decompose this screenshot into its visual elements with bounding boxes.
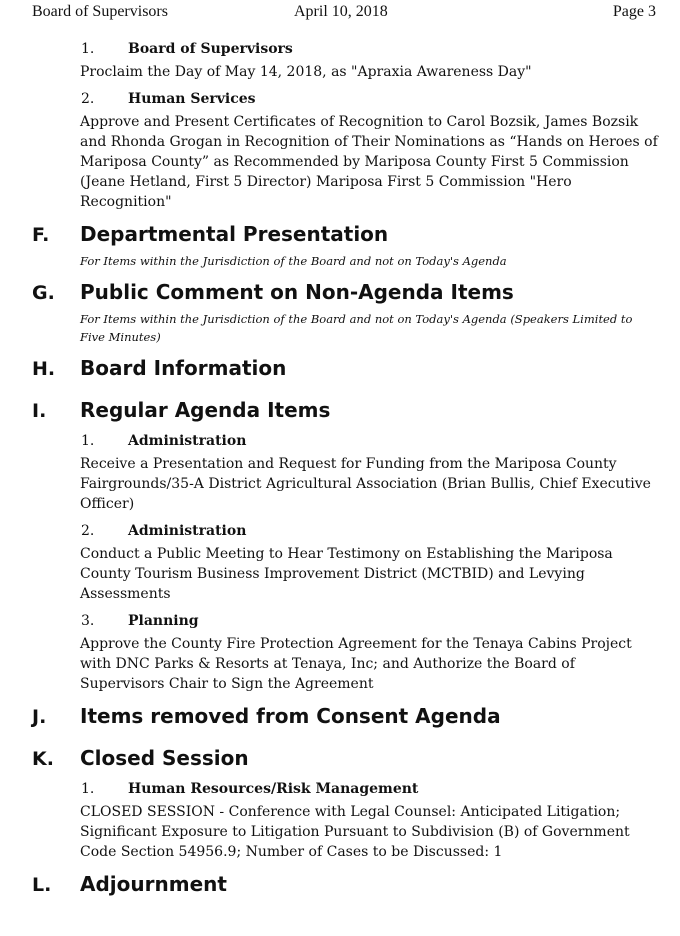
section-heading-l: [0, 870, 680, 904]
section-letter: L.: [32, 874, 52, 896]
agenda-item-heading: [0, 778, 680, 800]
section-heading-f: [0, 220, 680, 254]
item-description: Approve the County Fire Protection Agreement for the Tenaya Cabins Project with DNC Parks & Resorts at Tenaya, Inc; and Authorize the Board of Supervisors Chair to Sign the Agreement: [80, 636, 632, 692]
section-title: Regular Agenda Items: [80, 398, 331, 422]
agenda-item-heading: [0, 520, 680, 542]
section-letter: G.: [32, 282, 55, 304]
agenda-item-heading: [0, 430, 680, 452]
item-number: 2.: [81, 523, 95, 539]
item-number: 2.: [81, 91, 95, 107]
item-description: Proclaim the Day of May 14, 2018, as "Apraxia Awareness Day": [80, 64, 532, 80]
section-note: For Items within the Jurisdiction of the Board and not on Today's Agenda: [80, 254, 507, 268]
section-heading-j: [0, 702, 680, 736]
item-description: Receive a Presentation and Request for Funding from the Mariposa County Fairgrounds/35-A District Agricultural Association (Brian Bullis, Chief Executive Officer): [80, 456, 651, 512]
item-department: Administration: [128, 523, 247, 539]
section-letter: F.: [32, 224, 50, 246]
page-header: [32, 3, 656, 23]
item-department: Planning: [128, 613, 199, 629]
section-letter: J.: [32, 706, 47, 728]
item-description: CLOSED SESSION - Conference with Legal Counsel: Anticipated Litigation; Significant Exposure to Litigation Pursuant to Subdivision (B) of Government Code Section 54956.9; Number of Cases to be Discussed: 1: [80, 804, 630, 860]
header-date: April 10, 2018: [294, 3, 388, 20]
agenda-item-heading: [0, 38, 680, 60]
section-title: Items removed from Consent Agenda: [80, 704, 501, 728]
item-department: Administration: [128, 433, 247, 449]
section-heading-g: [0, 278, 680, 312]
section-title: Adjournment: [80, 872, 227, 896]
item-department: Board of Supervisors: [128, 41, 293, 57]
item-number: 1.: [81, 433, 95, 449]
section-title: Closed Session: [80, 746, 249, 770]
section-title: Departmental Presentation: [80, 222, 389, 246]
item-description: Approve and Present Certificates of Recognition to Carol Bozsik, James Bozsik and Rhonda Grogan in Recognition of Their Nominations as “Hands on Heroes of Mariposa County” as Recommended by Mariposa County First 5 Commission (Jeane Hetland, First 5 Director) Mariposa First 5 Commission "Hero Recognition": [80, 114, 658, 210]
section-heading-k: [0, 744, 680, 778]
agenda-item-heading: [0, 610, 680, 632]
item-number: 3.: [81, 613, 95, 629]
section-title: Board Information: [80, 356, 287, 380]
section-letter: K.: [32, 748, 54, 770]
item-department: Human Resources/Risk Management: [128, 781, 419, 797]
item-department: Human Services: [128, 91, 256, 107]
header-page-number: Page 3: [612, 3, 656, 20]
section-heading-h: [0, 354, 680, 388]
agenda-item-heading: [0, 88, 680, 110]
item-number: 1.: [81, 41, 95, 57]
item-description: Conduct a Public Meeting to Hear Testimony on Establishing the Mariposa County Tourism Business Improvement District (MCTBID) and Levying Assessments: [80, 546, 613, 602]
section-letter: I.: [32, 400, 47, 422]
item-number: 1.: [81, 781, 95, 797]
section-note: For Items within the Jurisdiction of the Board and not on Today's Agenda (Speakers Limited to Five Minutes): [80, 312, 633, 344]
section-letter: H.: [32, 358, 56, 380]
agenda-content: [0, 38, 680, 904]
header-board-name: Board of Supervisors: [32, 3, 168, 20]
section-heading-i: [0, 396, 680, 430]
section-title: Public Comment on Non-Agenda Items: [80, 280, 514, 304]
